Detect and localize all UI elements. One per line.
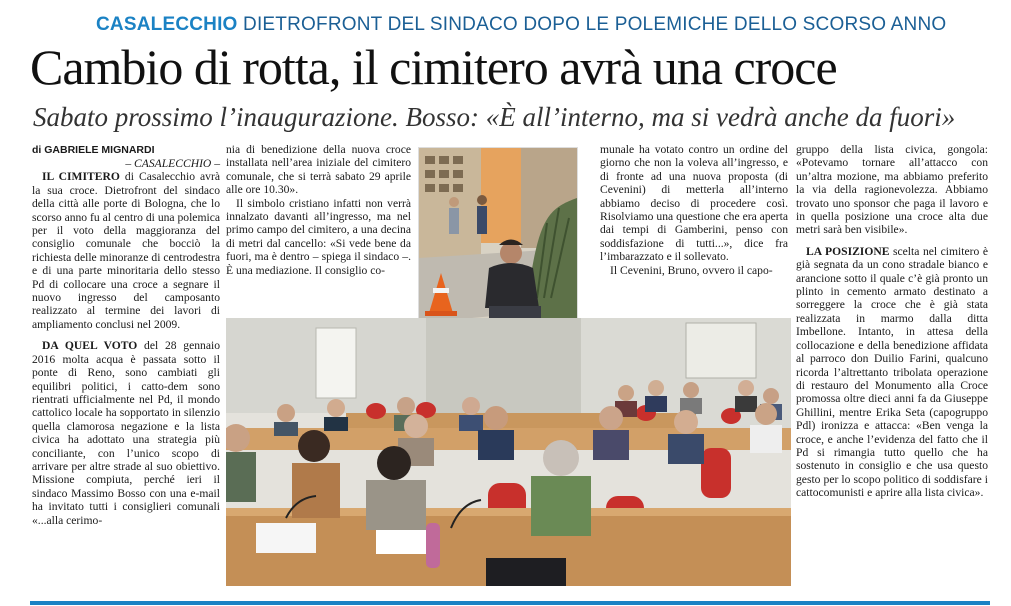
paragraph-1-text: di Casalecchio avrà la sua croce. Dietrofront del sindaco della città alle porte di Bologna, che lo scorso anno fu al centro di una polemica per il voto della maggioranza del consiglio comunale che bocciò la richiesta delle minoranze di centrodestra e di una parte minoritaria dello stesso Pd di collocare una croce a segnare il nuovo ingresso del camposanto realizzato al termine dei lavori di ampliamento conclusi nel 2009. xyxy=(32,170,220,331)
paragraph-5: munale ha votato contro un ordine del giorno che non la voleva all’ingresso, e di fronte ad una nuova proposta (di Cevenini) di metterla all’interno abbiamo deciso di procedere così. Risolviamo una questione che era aperta dai tempi di Gamberini, penso con soddisfazione di tutti...», dice fra l’imbarazzato e il sollevato. xyxy=(600,143,788,264)
paragraph-8-lead: LA POSIZIONE xyxy=(806,244,890,258)
kicker xyxy=(96,12,976,38)
paragraph-1-lead: IL CIMITERO xyxy=(42,170,120,184)
paragraph-7: gruppo della lista civica, gongola: «Potevamo tornare all’attacco con un’altra mozione, ma abbiamo preferito la via della ragionevolezza. Abbiamo trovato uno sponsor che paga il lavoro e in quella posizione una croce alta due metri sarà ben visibile». xyxy=(796,143,988,237)
kicker-text: DIETROFRONT DEL SINDACO DOPO LE POLEMICHE DELLO SCORSO ANNO xyxy=(243,14,947,35)
article-column-1 xyxy=(32,157,220,602)
dateline: – CASALECCHIO – xyxy=(125,157,220,170)
paragraph-3: nia di benedizione della nuova croce installata nell’area iniziale del cimitero comunale, che si terrà sabato 29 aprile alle ore 10.30». xyxy=(226,143,411,197)
headline: Cambio di rotta, il cimitero avrà una croce xyxy=(30,39,837,95)
paragraph-4: Il simbolo cristiano infatti non verrà innalzato davanti all’ingresso, ma nel primo campo del cimitero, a una decina di metri dal cancello: «Si vede bene da fuori, ma è dentro – spiega il sindaco –. È una mediazione. Il consiglio co- xyxy=(226,196,411,277)
paragraph-6: Il Cevenini, Bruno, ovvero il capo- xyxy=(610,263,773,277)
council-meeting-illustration xyxy=(226,318,791,586)
paragraph-8-text: scelta nel cimitero è già segnata da un cono stradale bianco e arancione sotto il quale c’è già pronto un plinto in cemento armato destinato a sorreggere la croce che è già stata realizzata in marmo dalla ditta Imbellone. Intanto, in attesa della collocazione e della benedizione affidata al parroco don Duilio Farini, qualcuno ricorda l’altrettanto tribolata operazione di restauro del Monumento alla Croce promossa oltre dieci anni fa da Giuseppe Ghillini, mentre Erika Seta (capogruppo Pdl) ironizza e attacca: «Ben venga la croce, e anche l’evidenza del fatto che il Pd si rimangia tutto quello che ha sostenuto in consiglio e che usa questo gesto per lo scopo politico di soddisfare i cattocomunisti e aprire alla lista civica». xyxy=(796,244,988,500)
kicker-tag: CASALECCHIO xyxy=(96,14,238,35)
byline: di GABRIELE MIGNARDI xyxy=(32,144,155,156)
article-column-4 xyxy=(796,143,988,588)
paragraph-8 xyxy=(796,245,988,500)
article-column-2 xyxy=(226,143,411,318)
paragraph-2-text: del 28 gennaio 2016 molta acqua è passata sotto il ponte di Reno, sono cambiati gli equilibri politici, i catto-dem sono rientrati ufficialmente nel Pd, il mondo cattolico locale ha sopportato in silenzio quella clamorosa negazione e la lista civica ha adottato una strategia più conciliante, con l’unico scopo di arrivare per altre strade al suo obiettivo. Missione compiuta, perché ieri il sindaco Massimo Bosso con una e-mail ha invitato tutti i consiglieri comunali «...alla cerimo- xyxy=(32,339,221,527)
paragraph-2 xyxy=(32,339,220,527)
council-meeting-photo xyxy=(226,318,791,586)
paragraph-1 xyxy=(32,170,220,331)
bottom-rule xyxy=(30,601,990,605)
subtitle: Sabato prossimo l’inaugurazione. Bosso: «È all’interno, ma si vedrà anche da fuori» xyxy=(33,102,956,132)
article-column-3 xyxy=(600,143,788,318)
paragraph-2-lead: DA QUEL VOTO xyxy=(42,339,138,353)
